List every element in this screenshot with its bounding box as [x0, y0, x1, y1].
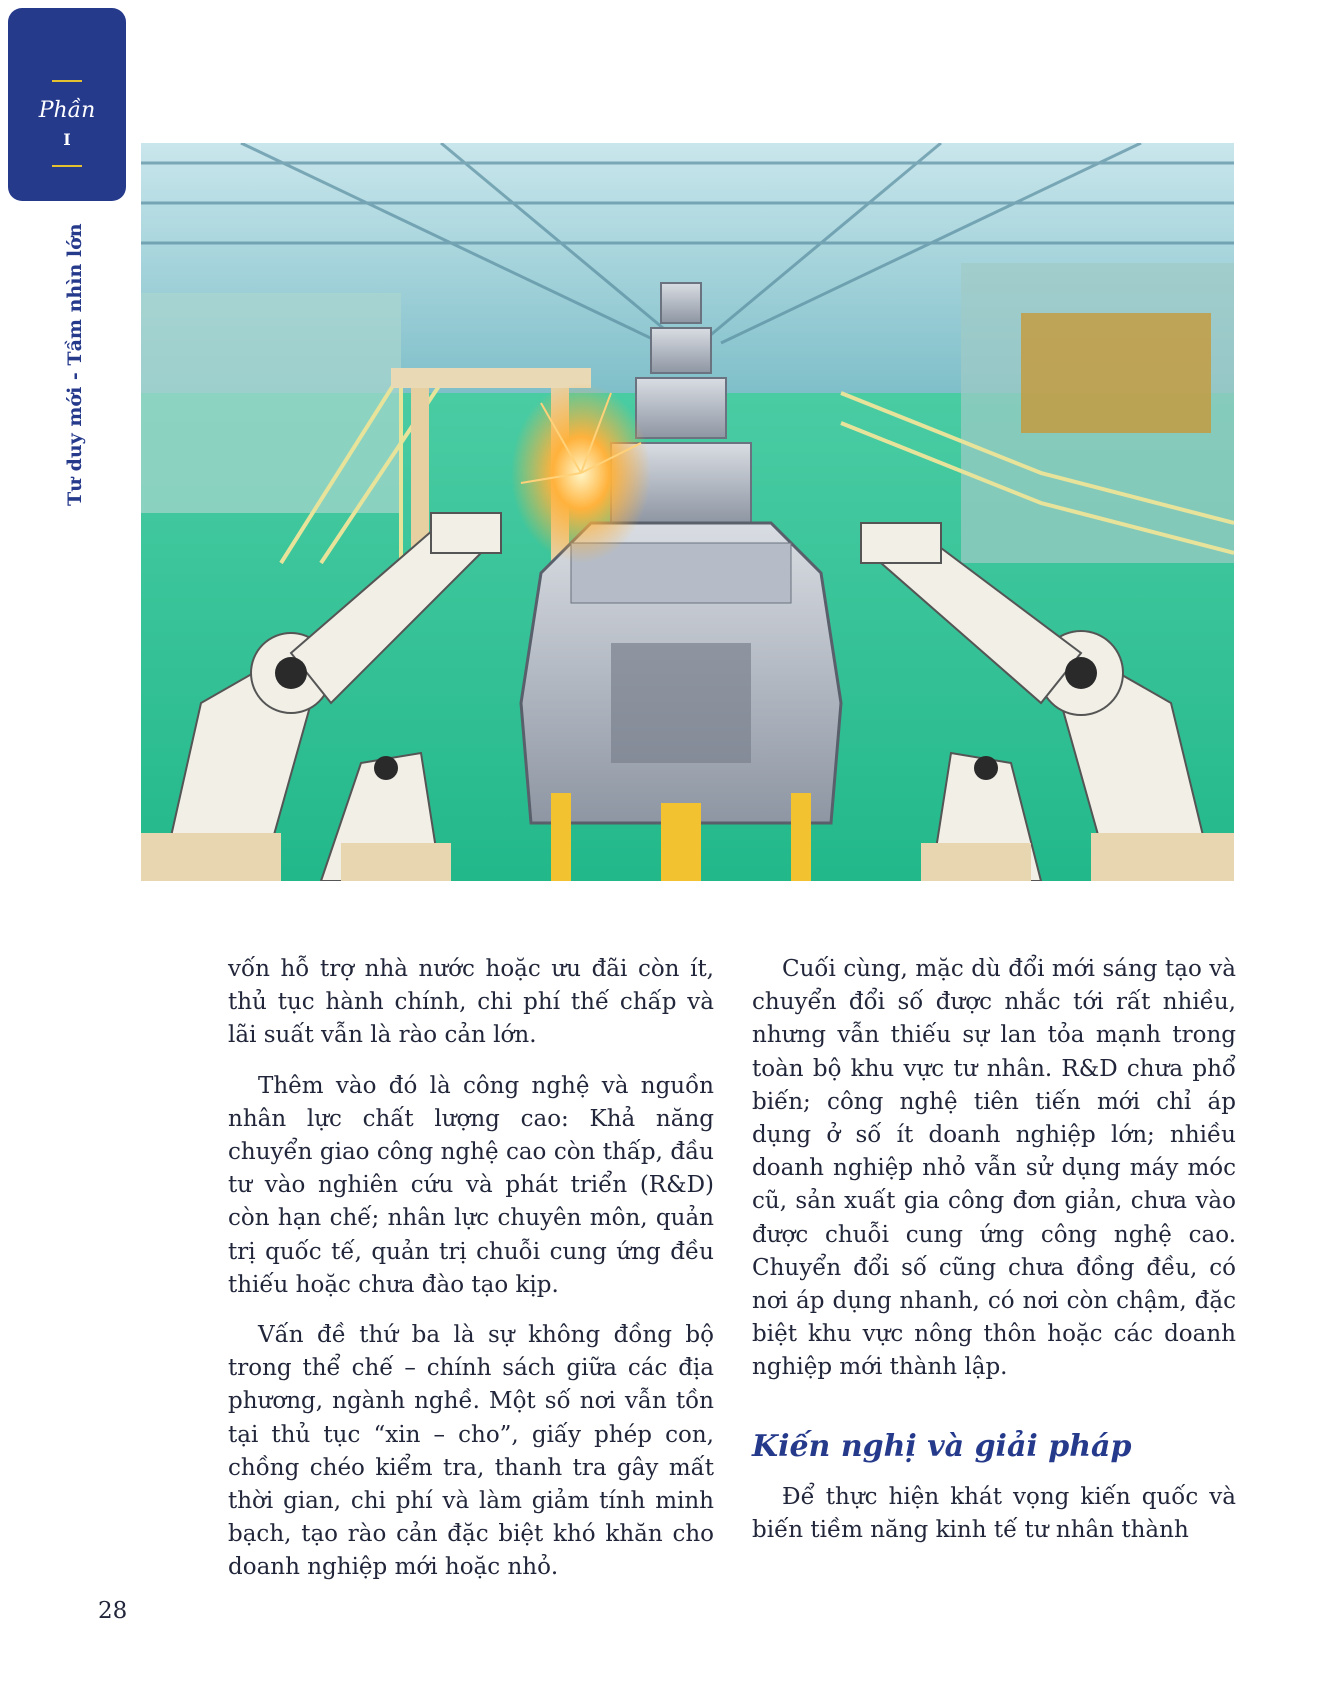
right-paragraph-1: Cuối cùng, mặc dù đổi mới sáng tạo và chuyển đổi số được nhắc tới rất nhiều, nhưng vẫn thiếu sự lan tỏa mạnh trong toàn bộ khu vực tư nhân. R&D chưa phổ biến; công nghệ tiên tiến mới chỉ áp dụng ở số ít doanh nghiệp lớn; nhiều doanh nghiệp nhỏ vẫn sử dụng máy móc cũ, sản xuất gia công đơn giản, chưa vào được chuỗi cung ứng công nghệ cao. Chuyển đổi số cũng chưa đồng đều, có nơi áp dụng nhanh, có nơi còn chậm, đặc biệt khu vực nông thôn hoặc các doanh nghiệp mới thành lập.: [752, 956, 1236, 1381]
right-column: [752, 953, 1236, 1564]
section-heading: Kiến nghị và giải pháp: [752, 1428, 1132, 1464]
part-tab-rule-bottom: [52, 165, 82, 167]
factory-photo: [141, 143, 1234, 881]
left-column: [228, 953, 714, 1602]
right-paragraph-2: Để thực hiện khát vọng kiến quốc và biến tiềm năng kinh tế tư nhân thành: [752, 1483, 1236, 1543]
left-paragraph-1: vốn hỗ trợ nhà nước hoặc ưu đãi còn ít, thủ tục hành chính, chi phí thế chấp và lãi suất vẫn là rào cản lớn.: [228, 956, 714, 1049]
left-paragraph-3: Vấn đề thứ ba là sự không đồng bộ trong thể chế – chính sách giữa các địa phương, ngành nghề. Một số nơi vẫn tồn tại thủ tục “xin – cho”, giấy phép con, chồng chéo kiểm tra, thanh tra gây mất thời gian, chi phí và làm giảm tính minh bạch, tạo rào cản đặc biệt khó khăn cho doanh nghiệp mới hoặc nhỏ.: [228, 1322, 714, 1581]
part-word: Phần: [38, 98, 96, 123]
car-assembly-robot-photo-icon: [141, 143, 1234, 881]
part-tab: [8, 8, 126, 201]
part-tab-rule-top: [52, 80, 82, 82]
page-number: 28: [98, 1598, 128, 1624]
left-paragraph-2: Thêm vào đó là công nghệ và nguồn nhân lực chất lượng cao: Khả năng chuyển giao công nghệ cao còn thấp, đầu tư vào nghiên cứu và phát triển (R&D) còn hạn chế; nhân lực chuyên môn, quản trị quốc tế, quản trị chuỗi cung ứng đều thiếu hoặc chưa đào tạo kịp.: [228, 1072, 714, 1298]
part-number: I: [63, 130, 71, 149]
running-head: Tư duy mới - Tầm nhìn lớn: [64, 223, 86, 506]
